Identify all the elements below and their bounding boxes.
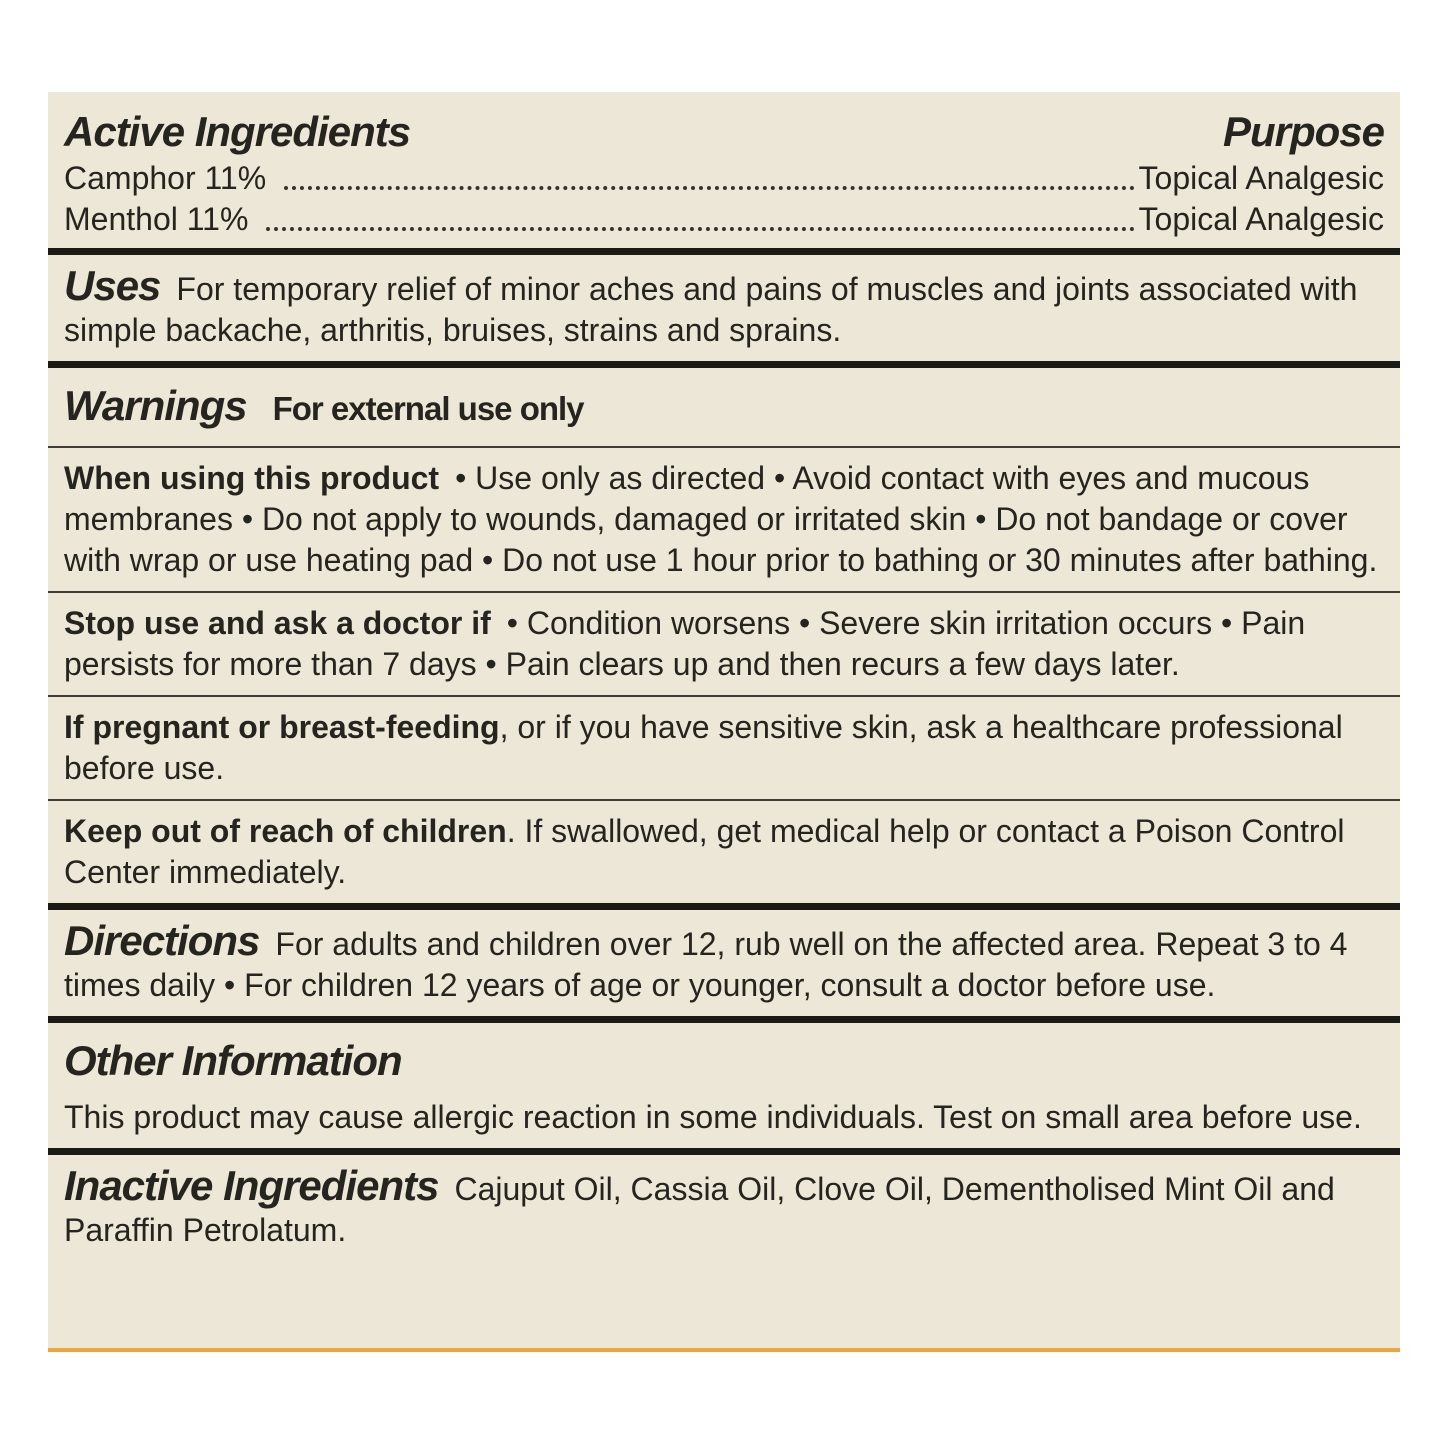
directions-text: For adults and children over 12, rub well on the affected area. Repeat 3 to 4 times daily • For children 12 years of age or younger, consult a doctor before use. (64, 926, 1348, 1003)
other-information-heading: Other Information (64, 1037, 402, 1084)
warnings-heading-section (48, 368, 1400, 446)
pregnant-text: , or if you have sensitive skin, ask a healthcare professional before use. (64, 709, 1343, 786)
drug-facts-label (48, 92, 1400, 1352)
when-using-section (48, 448, 1400, 591)
directions-section (48, 910, 1400, 1016)
ingredient-row (64, 158, 1384, 199)
active-ingredients-header-row (64, 100, 1384, 158)
when-using-text: • Use only as directed • Avoid contact with eyes and mucous membranes • Do not apply to wounds, damaged or irritated skin • Do not bandage or cover with wrap or use heating pad • Do not use 1 hour prior to bathing or 30 minutes after bathing. (64, 460, 1378, 578)
uses-heading: Uses (64, 262, 161, 309)
ingredient-purpose: Topical Analgesic (1138, 160, 1384, 196)
section-divider (48, 248, 1400, 255)
stop-use-lead: Stop use and ask a doctor if (64, 605, 491, 641)
active-ingredients-heading: Active Ingredients (64, 108, 411, 155)
external-use-subheading: For external use only (272, 390, 584, 427)
section-divider (48, 1016, 1400, 1023)
ingredient-row (64, 199, 1384, 240)
section-divider (48, 361, 1400, 368)
directions-heading: Directions (64, 917, 260, 964)
uses-section (48, 255, 1400, 361)
dotted-leader (266, 227, 1134, 231)
section-divider (48, 1148, 1400, 1155)
other-information-text: This product may cause allergic reaction in some individuals. Test on small area before use. (64, 1099, 1362, 1135)
ingredient-purpose: Topical Analgesic (1138, 201, 1384, 237)
pregnant-lead: If pregnant or breast-feeding (64, 709, 500, 745)
dotted-leader (284, 186, 1134, 190)
children-text: . If swallowed, get medical help or contact a Poison Control Center immediately. (64, 813, 1345, 890)
other-information-section (48, 1023, 1400, 1148)
children-section (48, 801, 1400, 903)
when-using-lead: When using this product (64, 460, 440, 496)
active-ingredients-section (48, 92, 1400, 248)
inactive-ingredients-heading: Inactive Ingredients (64, 1162, 439, 1209)
inactive-ingredients-text: Cajuput Oil, Cassia Oil, Clove Oil, Dementholised Mint Oil and Paraffin Petrolatum. (64, 1171, 1335, 1248)
purpose-heading: Purpose (1222, 108, 1384, 155)
inactive-ingredients-section (48, 1155, 1400, 1269)
ingredient-name: Menthol 11% (64, 201, 249, 237)
stop-use-text: • Condition worsens • Severe skin irritation occurs • Pain persists for more than 7 days • Pain clears up and then recurs a few days later. (64, 605, 1306, 682)
ingredient-name: Camphor 11% (64, 160, 267, 196)
warnings-heading: Warnings (64, 382, 247, 429)
section-divider (48, 903, 1400, 910)
stop-use-section (48, 593, 1400, 695)
uses-text: For temporary relief of minor aches and pains of muscles and joints associated with simple backache, arthritis, bruises, strains and sprains. (64, 271, 1358, 348)
pregnant-section (48, 697, 1400, 799)
children-lead: Keep out of reach of children (64, 813, 507, 849)
